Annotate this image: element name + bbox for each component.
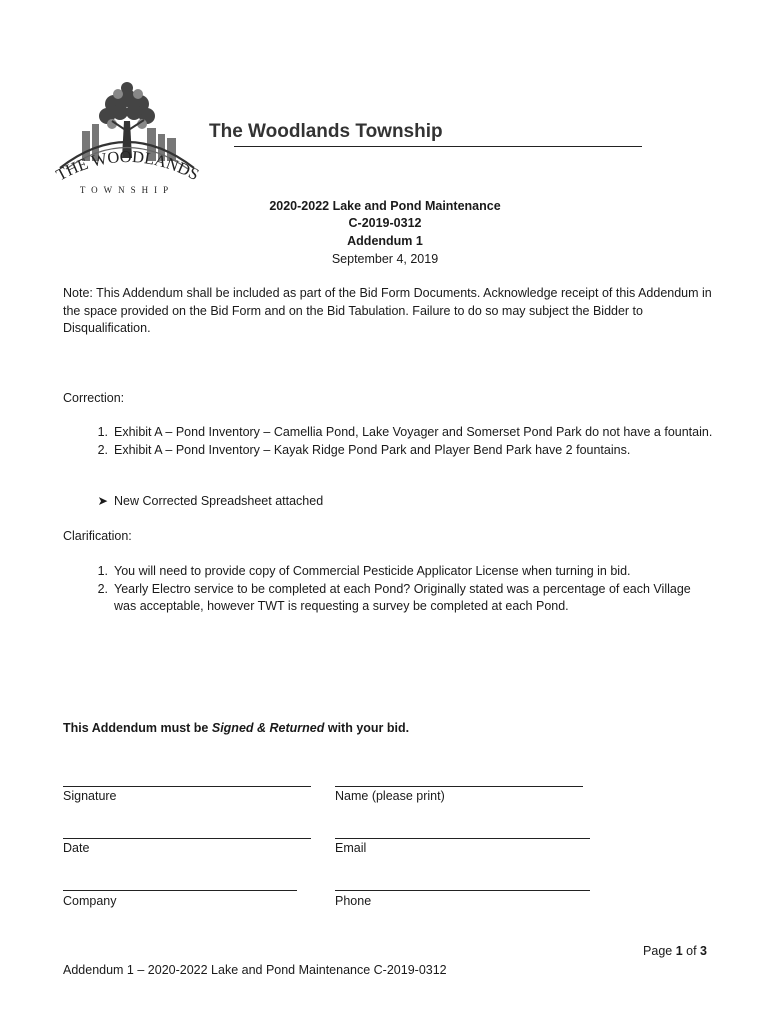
title-underline	[234, 146, 642, 147]
svg-text:TOWNSHIP: TOWNSHIP	[79, 185, 175, 195]
list-item: 2. Exhibit A – Pond Inventory – Kayak Ridge Pond Park and Player Bend Park have 2 fountains.	[97, 442, 631, 457]
clarification-heading: Clarification:	[63, 529, 132, 543]
name-label: Name (please print)	[335, 789, 445, 803]
phone-line[interactable]	[335, 890, 590, 891]
arrow-bullet-icon: ➤	[97, 494, 108, 508]
signature-label: Signature	[63, 789, 117, 803]
page-number: Page 1 of 3	[643, 944, 707, 958]
company-label: Company	[63, 894, 117, 908]
name-line[interactable]	[335, 786, 583, 787]
date-line[interactable]	[63, 838, 311, 839]
addendum-number: Addendum 1	[347, 234, 423, 248]
township-logo	[52, 76, 202, 196]
email-line[interactable]	[335, 838, 590, 839]
list-item: 2. Yearly Electro service to be completed at each Pond? Originally stated was a percentage of each Village was acceptable, however TWT is requesting a survey be completed at each Pond.	[97, 581, 691, 613]
page-title: The Woodlands Township	[209, 121, 443, 142]
document-date: September 4, 2019	[331, 252, 439, 266]
date-label: Date	[63, 841, 90, 855]
logo-wordmark: THE WOODLANDS	[52, 146, 202, 185]
svg-text:THE WOODLANDS	[53, 147, 202, 184]
signature-line[interactable]	[63, 786, 311, 787]
correction-list	[63, 424, 713, 459]
footer-text: Addendum 1 – 2020-2022 Lake and Pond Maintenance C-2019-0312	[63, 963, 447, 977]
email-label: Email	[335, 841, 367, 855]
list-item: 1. Exhibit A – Pond Inventory – Camellia Pond, Lake Voyager and Somerset Pond Park do not have a fountain.	[97, 425, 713, 439]
list-item: 1. You will need to provide copy of Commercial Pesticide Applicator License when turning in bid.	[97, 564, 631, 578]
note-paragraph: Note: This Addendum shall be included as part of the Bid Form Documents. Acknowledge receipt of this Addendum in the space provided on the Bid Form and on the Bid Tabulation. Failure to do so may subject the Bidder to Disqualification.	[63, 286, 712, 335]
tree-logo-icon	[52, 76, 202, 196]
phone-label: Phone	[335, 894, 372, 908]
company-line[interactable]	[63, 890, 297, 891]
contract-number: C-2019-0312	[348, 216, 422, 230]
project-name: 2020-2022 Lake and Pond Maintenance	[269, 199, 501, 213]
bullet-item: ➤ New Corrected Spreadsheet attached	[63, 493, 713, 511]
clarification-list	[63, 563, 713, 616]
signoff-instruction: This Addendum must be Signed & Returned with your bid.	[63, 721, 410, 735]
correction-heading: Correction:	[63, 391, 125, 405]
